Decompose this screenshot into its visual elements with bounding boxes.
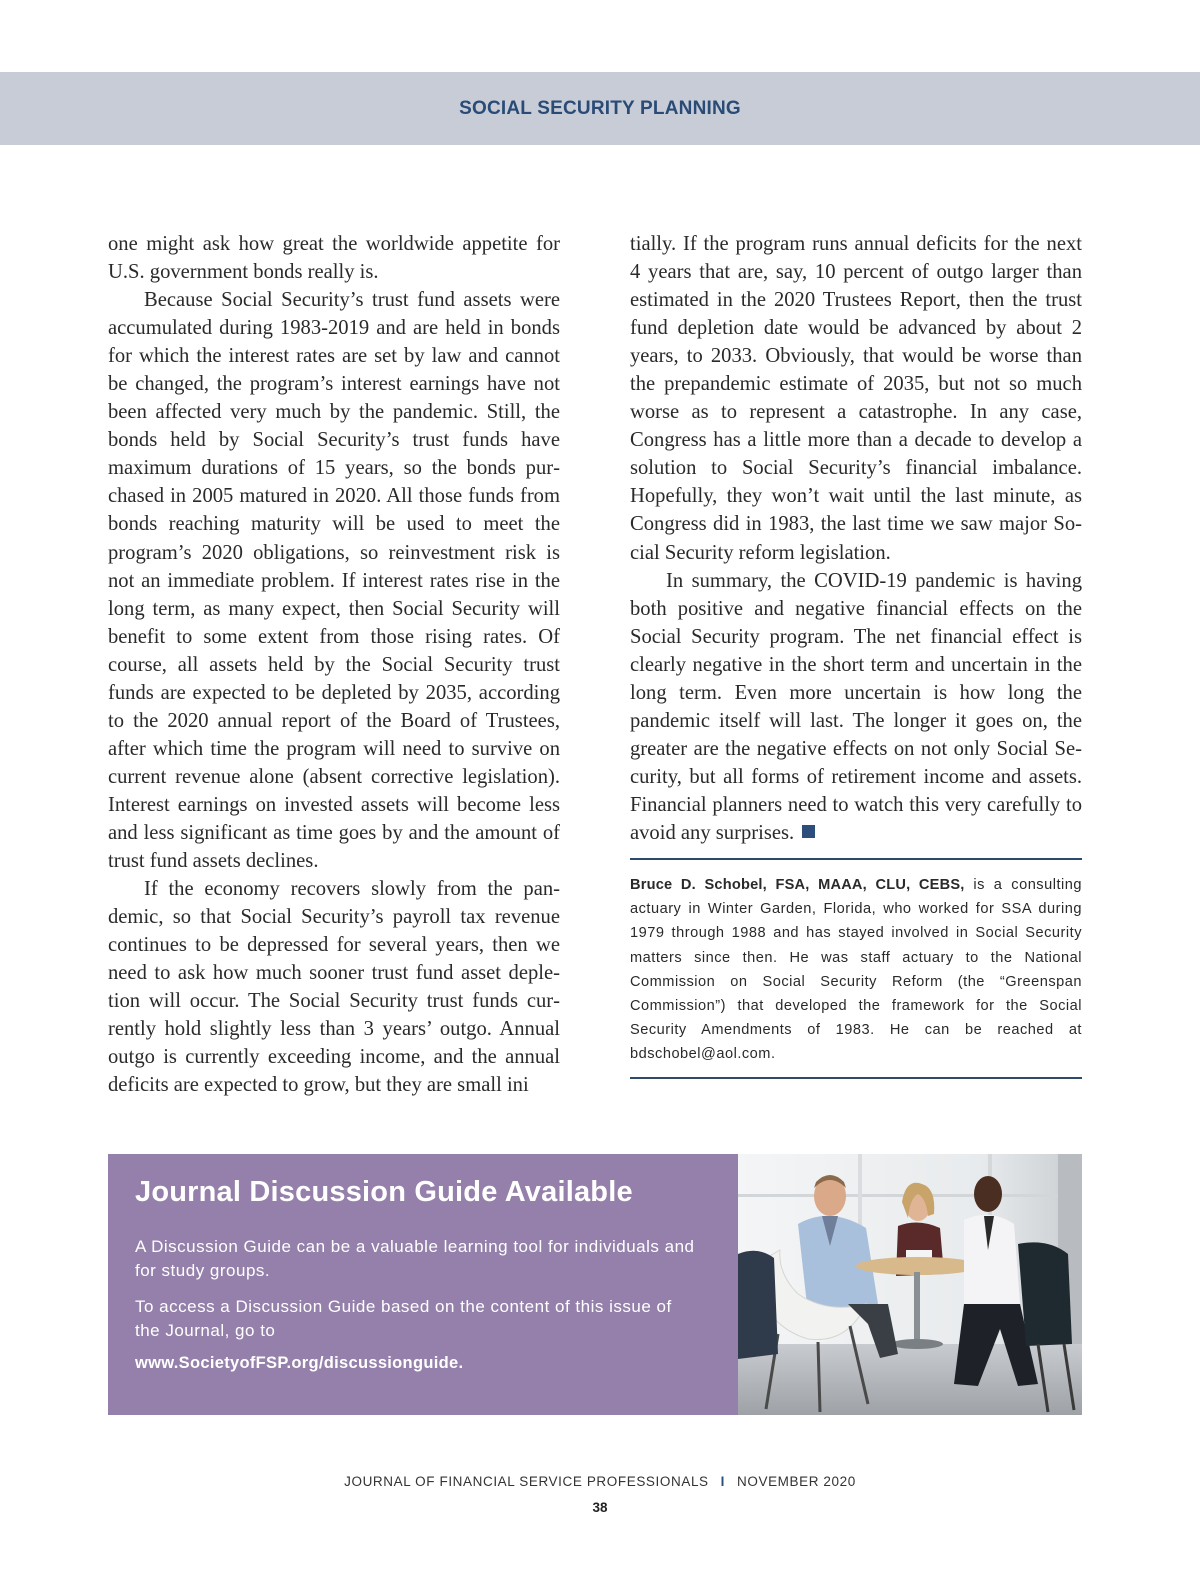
meeting-photo-illustration: [738, 1154, 1082, 1415]
discussion-guide-title: Journal Discussion Guide Available: [135, 1176, 633, 1208]
discussion-guide-instructions: To access a Discussion Guide based on the content of this issue of the Journal, go to: [135, 1297, 672, 1340]
article-paragraph-text: In summary, the COVID-19 pandemic is having both positive and negative financial effects on the Social Security program. The net financial effect is clearly negative in the short term and uncertain in the long term. Even more uncertain is how long the pandemic itself will last. The longer it goes on, the greater are the negative effects on not only Social Security, but all forms of retirement income and assets. Financial planners need to watch this very carefully to avoid any surprises.: [630, 569, 1082, 844]
article-paragraph: one might ask how great the worldwide appetite for U.S. government bonds really is.: [108, 233, 560, 284]
author-bio-text: is a consulting actuary in Winter Garden, Florida, who worked for SSA during 1979 through 1988 and has stayed involved in Social Security matters since then. He was staff actuary to the National Commission on Social Security Reform (the “Greenspan Commission”) that developed the framework for the Social Security Amendments of 1983. He can be reached at bdschobel@aol.com.: [630, 877, 1082, 1063]
bio-divider-top: [630, 858, 1082, 860]
discussion-guide-box: [108, 1154, 738, 1415]
page-number: 38: [592, 1500, 608, 1515]
article-paragraph: tially. If the program runs annual deficits for the next 4 years that are, say, 10 percent of outgo larger than estimated in the 2020 Trustees Report, then the trust fund depletion date would be advanced by about 2 years, to 2033. Obviously, that would be worse than the prepandemic estimate of 2035, but not so much worse as to represent a catastrophe. In any case, Congress has a little more than a decade to develop a solution to Social Security’s financial imbalance. Hopefully, they won’t wait until the last minute, as Congress did in 1983, the last time we saw major Social Security reform legislation.: [630, 233, 1082, 564]
article-final-paragraph: [630, 567, 1082, 847]
discussion-guide-description: A Discussion Guide can be a valuable learning tool for individuals and for study groups.: [135, 1237, 695, 1280]
issue-date: NOVEMBER 2020: [737, 1474, 856, 1489]
footer-separator: I: [720, 1474, 726, 1489]
discussion-guide-link[interactable]: www.SocietyofFSP.org/discussionguide.: [135, 1354, 464, 1372]
author-bio: [630, 873, 1082, 1067]
section-header-band: [0, 72, 1200, 145]
article-paragraph: Because Social Security’s trust fund assets were accumulated during 1983-2019 and are held in bonds for which the interest rates are set by law and cannot be changed, the program’s interest earnings have not been affected very much by the pandemic. Still, the bonds held by Social Security’s trust funds have maximum durations of 15 years, so the bonds purchased in 2005 matured in 2020. All those funds from bonds reaching maturity will be used to meet the program’s 2020 obligations, so reinvestment risk is not an immediate problem. If interest rates rise in the long term, as many expect, then Social Security will benefit to some extent from those rising rates. Of course, all assets held by the Social Security trust funds are expected to be depleted by 2035, according to the 2020 annual report of the Board of Trustees, after which time the program will need to survive on current revenue alone (absent corrective legislation). Interest earnings on invested assets will become less and less significant as time goes by and the amount of trust fund assets declines.: [108, 289, 560, 873]
article-right-column: [630, 230, 1082, 847]
section-title: SOCIAL SECURITY PLANNING: [459, 98, 741, 119]
article-left-column: [108, 230, 560, 1099]
bio-divider-bottom: [630, 1077, 1082, 1079]
author-name: Bruce D. Schobel, FSA, MAAA, CLU, CEBS,: [630, 877, 965, 893]
meeting-photo: [738, 1154, 1082, 1415]
page-footer: [0, 1474, 1200, 1489]
journal-name: JOURNAL OF FINANCIAL SERVICE PROFESSIONALS: [344, 1474, 709, 1489]
article-paragraph: If the economy recovers slowly from the pandemic, so that Social Security’s payroll tax revenue continues to be depressed for several years, then we need to ask how much sooner trust fund asset depletion will occur. The Social Security trust funds currently hold slightly less than 3 years’ outgo. Annual outgo is currently exceeding income, and the annual deficits are expected to grow, but they are small ini: [108, 878, 560, 1097]
end-of-article-mark: [802, 825, 815, 838]
